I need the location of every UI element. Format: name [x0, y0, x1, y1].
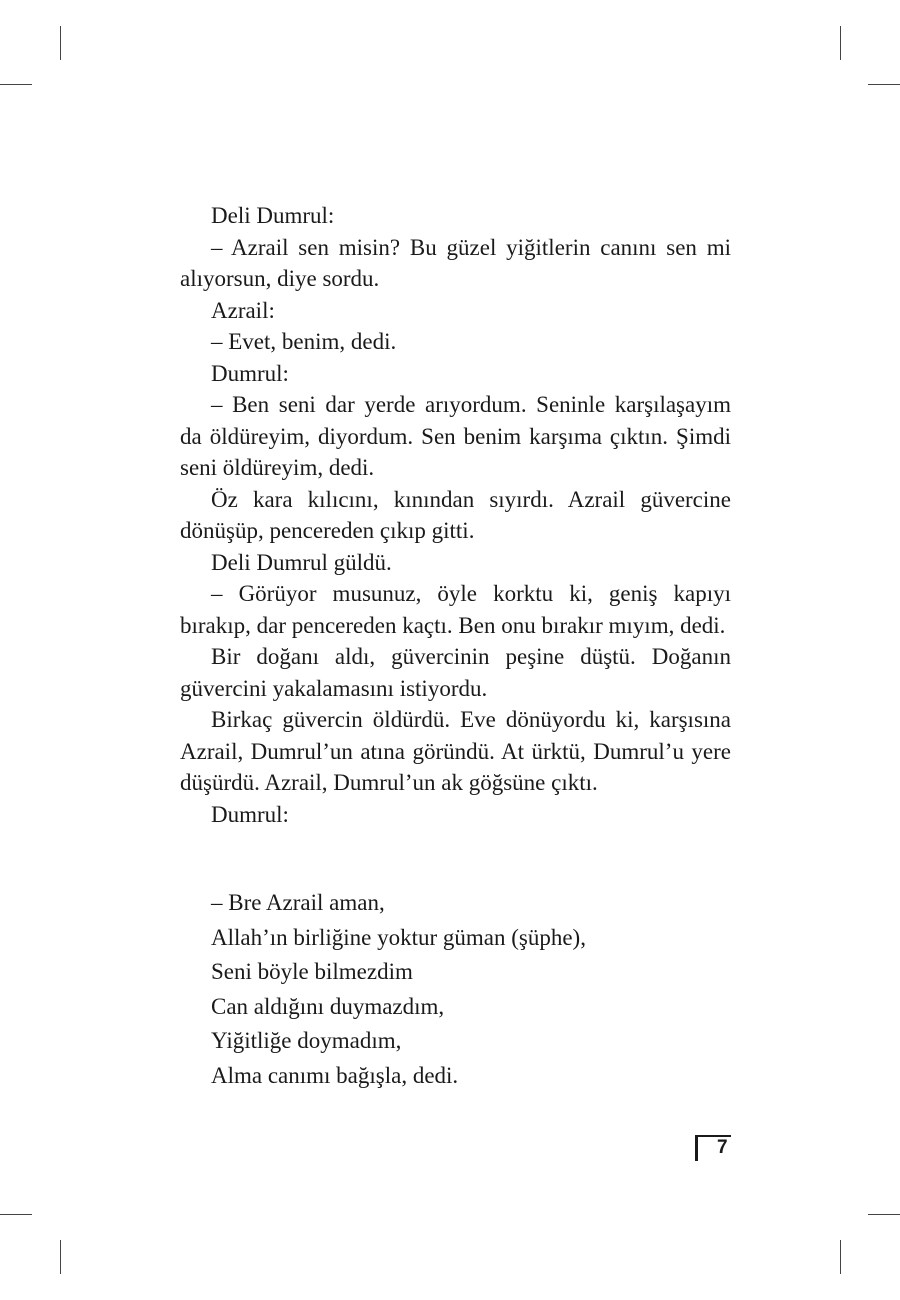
poem-line: Yiğitliğe doymadım, [211, 1028, 402, 1053]
crop-mark-top-left-vertical [60, 26, 61, 60]
paragraph: – Ben seni dar yerde arıyordum. Seninle karşılaşayım da öldüreyim, diyordum. Sen benim karşıma çıktın. Şimdi seni öldüreyim, dedi. [180, 392, 731, 480]
crop-mark-bottom-left-vertical [60, 1240, 61, 1274]
crop-mark-bottom-right-vertical [840, 1240, 841, 1274]
paragraph: Deli Dumrul güldü. [211, 549, 392, 575]
paragraph: Deli Dumrul: [211, 203, 335, 228]
poem-line: Can aldığını duymazdım, [211, 993, 445, 1019]
crop-mark-top-right-vertical [840, 26, 841, 60]
poem-line: Allah’ın birliğine yoktur güman (şüphe), [211, 924, 586, 950]
paragraph: Birkaç güvercin öldürdü. Eve dönüyordu ki, karşısına Azrail, Dumrul’un atına göründü. At ürktü, Dumrul’u yere düşürdü. Azrail, Dumrul’un ak göğsüne çıktı. [180, 707, 731, 795]
poem [211, 886, 586, 1093]
paragraph: – Azrail sen misin? Bu güzel yiğitlerin canını sen mi alıyorsun, diye sordu. [180, 234, 731, 291]
paragraph: Dumrul: [211, 360, 289, 386]
page-number-marker [695, 1135, 735, 1161]
paragraph: Azrail: [211, 297, 275, 323]
poem-line: Seni böyle bilmezdim [211, 959, 413, 984]
page-number: 7 [717, 1137, 728, 1158]
crop-mark-bottom-right-horizontal [868, 1214, 900, 1215]
paragraph: – Görüyor musunuz, öyle korktu ki, geniş kapıyı bırakıp, dar pencereden kaçtı. Ben onu bırakır mıyım, dedi. [180, 581, 731, 638]
page-number-bar [695, 1135, 698, 1161]
paragraph: Öz kara kılıcını, kınından sıyırdı. Azrail güvercine dönüşüp, pencereden çıkıp gitti. [180, 486, 731, 543]
paragraph: Bir doğanı aldı, güvercinin peşine düştü. Doğanın güvercini yakalamasını istiyordu. [180, 644, 731, 701]
crop-mark-top-right-horizontal [868, 84, 900, 85]
crop-mark-bottom-left-horizontal [0, 1214, 32, 1215]
poem-line: – Bre Azrail aman, [211, 890, 385, 915]
body-text [180, 200, 731, 830]
poem-line: Alma canımı bağışla, dedi. [211, 1062, 459, 1088]
paragraph: – Evet, benim, dedi. [211, 329, 397, 354]
crop-mark-top-left-horizontal [0, 84, 32, 85]
paragraph: Dumrul: [211, 801, 289, 827]
